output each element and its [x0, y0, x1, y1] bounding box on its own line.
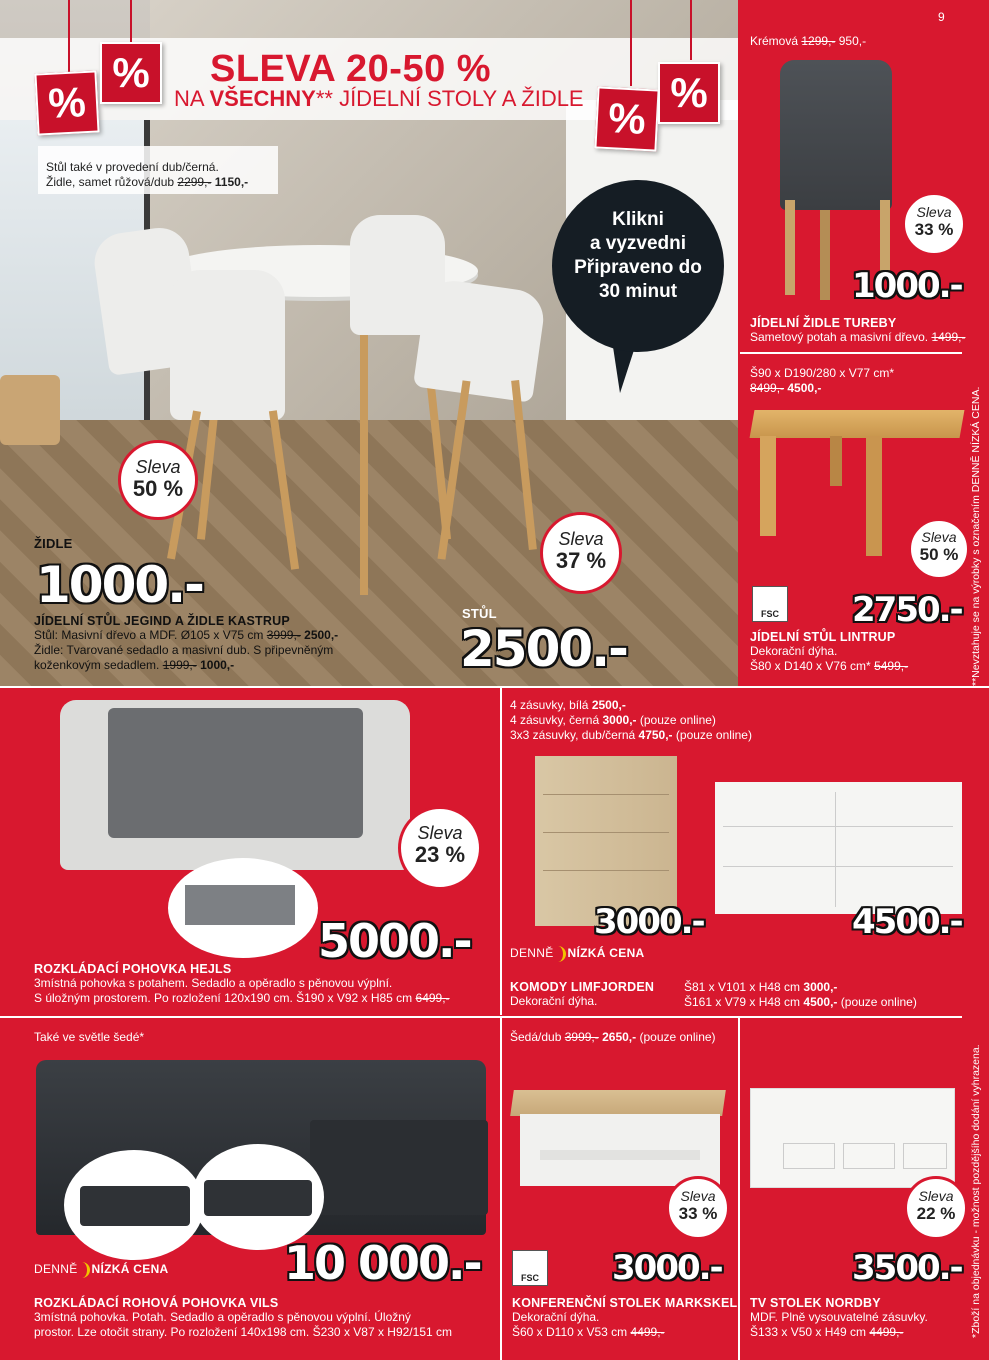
- nordby-tv-stand-image: [750, 1088, 955, 1188]
- storage-box: [185, 885, 295, 925]
- divider: [738, 1018, 740, 1360]
- divider: [0, 686, 989, 688]
- white-chair: [170, 270, 285, 420]
- table-leg: [866, 436, 882, 556]
- fsc-logo: FSC: [512, 1250, 548, 1286]
- storage-detail-image: [192, 1144, 324, 1250]
- discount-badge: Sleva 22 %: [904, 1176, 968, 1240]
- tag-string: [690, 0, 692, 60]
- dresser-white-image: [715, 782, 962, 914]
- markskel-price: 3000.-: [612, 1248, 722, 1288]
- markskel-table-image: [510, 1090, 726, 1116]
- discount-badge: Sleva 23 %: [398, 806, 482, 890]
- table-leg: [760, 436, 776, 536]
- tag-string: [130, 0, 132, 42]
- markskel-description: KONFERENČNÍ STOLEK MARKSKEL Dekorační dýha. Š60 x D110 x V53 cm 4499,-: [512, 1296, 738, 1339]
- markskel-table-body: [520, 1114, 720, 1186]
- variant-note: Krémová 1299,- 950,-: [750, 34, 867, 48]
- discount-badge: Sleva 33 %: [666, 1176, 730, 1240]
- variant-list: 4 zásuvky, bílá 2500,- 4 zásuvky, černá 3000,- (pouze online) 3x3 zásuvky, dub/černá 4750,- (pouze online): [510, 698, 752, 742]
- vils-description: ROZKLÁDACÍ ROHOVÁ POHOVKA VILS 3místná pohovka. Potah. Sedadlo a opěradlo s pěnovou výplní. Úložný prostor. Lze otočit strany. Po rozložení 140x198 cm. Š230 x V87 x H92/151 cm: [34, 1296, 452, 1339]
- chair-label: ŽIDLE: [34, 536, 73, 551]
- basket: [0, 375, 60, 445]
- tag-string: [630, 0, 632, 86]
- limfjorden-description: KOMODY LIMFJORDEN Dekorační dýha.: [510, 980, 655, 1008]
- percent-tag: %: [100, 42, 162, 104]
- vils-price: 10 000.-: [284, 1236, 481, 1290]
- lintrup-price: 2750.-: [852, 590, 962, 630]
- chair-leg: [820, 210, 830, 300]
- sofa-fabric: [108, 708, 363, 838]
- chair-leg: [785, 200, 795, 295]
- divider: [740, 352, 962, 354]
- variant-note: Stůl také v provedení dub/černá. Židle, samet růžová/dub 2299,- 1150,-: [46, 160, 249, 189]
- tureby-price: 1000.-: [852, 266, 962, 306]
- divider: [500, 688, 502, 1015]
- percent-tag: %: [658, 62, 720, 124]
- chair-price: 1000.-: [36, 556, 203, 614]
- variant-note: Šedá/dub 3999,- 2650,- (pouze online): [510, 1030, 716, 1044]
- white-chair: [413, 277, 547, 403]
- limfjorden-price-large: 4500.-: [852, 902, 962, 942]
- divider: [500, 1018, 502, 1360]
- chaise-lounge: [310, 1120, 488, 1215]
- lintrup-description: JÍDELNÍ STŮL LINTRUP Dekorační dýha. Š80 x D140 x V76 cm* 5499,-: [750, 630, 909, 673]
- side-footnote: **Nevztahuje se na výrobky s označením DENNĚ NÍZKÁ CENA.: [970, 386, 982, 686]
- page-number: 9: [938, 10, 945, 24]
- promo-title: SLEVA 20-50 %: [210, 48, 492, 90]
- percent-tag: %: [34, 70, 99, 135]
- lintrup-table-image: [750, 410, 965, 438]
- discount-badge: Sleva 50 %: [118, 440, 198, 520]
- table-leg: [360, 295, 368, 595]
- nordby-price: 3500.-: [852, 1248, 962, 1288]
- fsc-logo: FSC: [752, 586, 788, 622]
- click-collect-bubble[interactable]: Klikni a vyzvedni Připraveno do 30 minut: [552, 180, 724, 352]
- hejls-description: ROZKLÁDACÍ POHOVKA HEJLS 3místná pohovka s potahem. Sedadlo a opěradlo s pěnovou výplní. S úložným prostorem. Po rozložení 120x190 cm. Š190 x V92 x H85 cm 6499,-: [34, 962, 450, 1005]
- percent-tag: %: [594, 86, 659, 151]
- table-label: STŮL: [462, 606, 497, 621]
- limfjorden-sizes: Š81 x V101 x H48 cm 3000,- Š161 x V79 x H48 cm 4500,- (pouze online): [684, 980, 917, 1009]
- discount-badge: Sleva 50 %: [908, 518, 970, 580]
- tureby-description: JÍDELNÍ ŽIDLE TUREBY Sametový potah a masivní dřevo. 1499,-: [750, 316, 966, 344]
- hero-description: JÍDELNÍ STŮL JEGIND A ŽIDLE KASTRUP Stůl: Masivní dřevo a MDF. Ø105 x V75 cm 3999,- 2500,- Židle: Tvarované sedadlo a masivní dub. S připevněným koženkovým sedadlem. 1999,- 1000,-: [34, 614, 364, 673]
- bed-detail-image: [64, 1150, 204, 1260]
- daily-low-price-logo: DENNĚ NÍZKÁ CENA: [510, 946, 645, 961]
- dresser-oak-image: [535, 756, 677, 926]
- divider: [0, 1016, 962, 1018]
- hejls-price: 5000.-: [318, 914, 471, 968]
- discount-badge: Sleva 37 %: [540, 512, 622, 594]
- variant-note: Také ve světle šedé*: [34, 1030, 145, 1044]
- daily-low-price-logo: DENNĚ NÍZKÁ CENA: [34, 1262, 169, 1277]
- nordby-description: TV STOLEK NORDBY MDF. Plně vysouvatelné zásuvky. Š133 x V50 x H49 cm 4499,-: [750, 1296, 928, 1339]
- side-footnote: *Zboží na objednávku - možnost pozdějšího dodání vyhrazena.: [970, 1044, 982, 1338]
- promo-subtitle: NA VŠECHNY** JÍDELNÍ STOLY A ŽIDLE: [174, 86, 584, 111]
- tag-string: [68, 0, 70, 72]
- limfjorden-price-small: 3000.-: [594, 902, 704, 942]
- table-price: 2500.-: [460, 620, 627, 678]
- table-leg: [830, 436, 842, 486]
- variant-note: Š90 x D190/280 x V77 cm* 8499,- 4500,-: [750, 366, 895, 395]
- product-name: JÍDELNÍ STŮL JEGIND A ŽIDLE KASTRUP: [34, 614, 290, 628]
- chair-leg: [880, 200, 890, 275]
- tureby-chair-image: [780, 60, 892, 210]
- discount-badge: Sleva 33 %: [902, 192, 966, 256]
